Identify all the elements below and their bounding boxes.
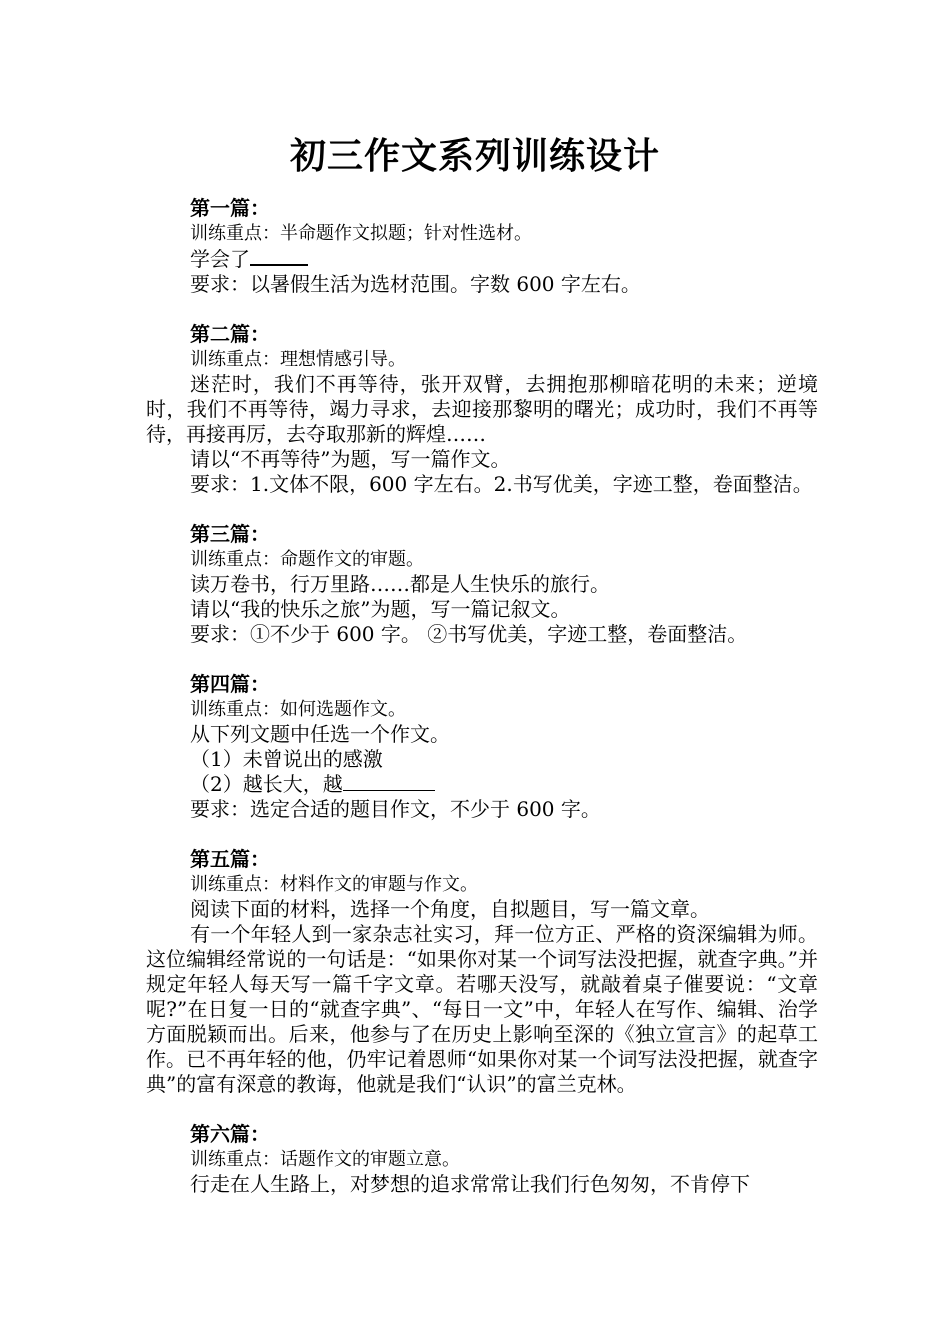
fill-in-blank [343,772,435,791]
fill-in-blank [250,246,308,266]
section-2-heading: 第二篇： [190,322,270,346]
section-4-heading: 第四篇： [190,672,270,696]
section-1-focus: 训练重点：半命题作文拟题；针对性选材。 [190,223,532,244]
section-4-option-2-text: （2）越长大，越 [190,772,343,796]
section-1-requirement: 要求：以暑假生活为选材范围。字数 600 字左右。 [190,272,641,296]
section-5-heading: 第五篇： [190,847,270,871]
section-4-requirement: 要求：选定合适的题目作文，不少于 600 字。 [190,797,601,821]
section-3-heading: 第三篇： [190,522,270,546]
section-3-focus: 训练重点：命题作文的审题。 [190,549,424,570]
section-3-line: 读万卷书，行万里路……都是人生快乐的旅行。 [190,572,610,596]
section-4-focus: 训练重点：如何选题作文。 [190,699,406,720]
document-body [146,196,818,1197]
section-1-prompt-text: 学会了 [190,247,250,271]
section-2-focus: 训练重点：理想情感引导。 [190,349,406,370]
section-5-instruction: 阅读下面的材料，选择一个角度，自拟题目，写一篇文章。 [190,897,710,921]
section-5-paragraph: 有一个年轻人到一家杂志社实习，拜一位方正、严格的资深编辑为师。这位编辑经常说的一句话是：“如果你对某一个词写法没把握，就查字典。”并规定年轻人每天写一篇千字文章。若哪天没写，就敲着桌子催要说：“文章呢?”在日复一日的“就查字典”、“每日一文”中，年轻人在写作、编辑、治学方面脱颖而出。后来，他参与了在历史上影响至深的《独立宣言》的起草工作。已不再年轻的他，仍牢记着恩师“如果你对某一个词写法没把握，就查字典”的富有深意的教诲，他就是我们“认识”的富兰克林。 [146,922,818,1096]
section-2-instruction: 请以“不再等待”为题，写一篇作文。 [190,447,511,471]
section-1-prompt [146,246,818,272]
section-3-instruction: 请以“我的快乐之旅”为题，写一篇记叙文。 [190,597,571,621]
section-2-requirement: 要求：1.文体不限，600 字左右。2.书写优美，字迹工整，卷面整洁。 [190,472,813,496]
section-3-requirement: 要求：①不少于 600 字。 ②书写优美，字迹工整，卷面整洁。 [190,622,748,646]
section-1-heading: 第一篇： [190,196,270,220]
document-title: 初三作文系列训练设计 [289,135,660,177]
section-2-paragraph: 迷茫时，我们不再等待，张开双臂，去拥抱那柳暗花明的未来；逆境时，我们不再等待，竭力寻求，去迎接那黎明的曙光；成功时，我们不再等待，再接再厉，去夺取那新的辉煌…… [146,372,818,446]
section-6-focus: 训练重点：话题作文的审题立意。 [190,1149,460,1170]
section-6-line: 行走在人生路上，对梦想的追求常常让我们行色匆匆，不肯停下 [190,1172,750,1196]
section-5-focus: 训练重点：材料作文的审题与作文。 [190,874,478,895]
section-6-heading: 第六篇： [190,1122,270,1146]
section-4-option-2 [146,772,818,797]
section-4-instruction: 从下列文题中任选一个作文。 [190,722,450,746]
section-4-option-1: （1）未曾说出的感激 [190,747,383,771]
